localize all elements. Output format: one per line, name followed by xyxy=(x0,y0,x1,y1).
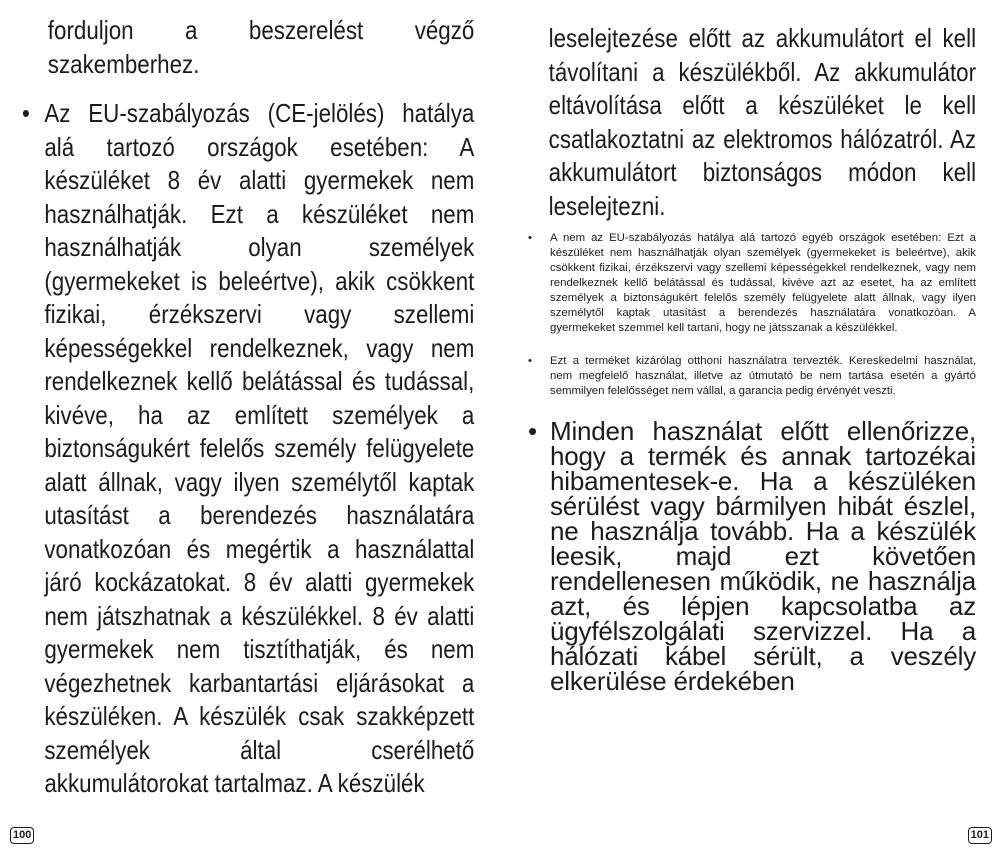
small-bullet-list xyxy=(528,231,976,399)
large-bullet-text: Minden használat előtt ellenőrizze, hogy a termék és annak tartozékai hibamentesek-e. Ha a készüléken sérülést vagy bármilyen hibát észlel, ne használja tovább. Ha a készülék leesik, majd ezt követően rendellenesen működik, ne használja azt, és lépjen kapcsolatba az ügyfélszolgálati szervizzel. Ha a hálózati kábel sérült, a veszély elkerülése érdekében xyxy=(550,416,976,696)
small-bullet-text: Ezt a terméket kizárólag otthoni használatra tervezték. Kereskedelmi használat, nem megfelelő használat, illetve az útmutató be nem tartása esetén a gyártó semmilyen felelősséget nem vállal, a garancia pedig érvényét veszti. xyxy=(550,355,976,397)
page-number-right: 101 xyxy=(968,827,992,844)
right-intro-text: leselejtezése előtt az akkumulátort el kell távolítani a készülékből. Az akkumulátor eltávolítása előtt a készüléket le kell csatlakoztatni az elektromos hálózatról. Az akkumulátort biztonságos módon kell leselejtezni. xyxy=(548,23,977,221)
left-page xyxy=(22,0,474,801)
bullet-icon: • xyxy=(528,232,532,244)
left-bullet-text: Az EU-szabályozás (CE-jelölés) hatálya alá tartozó országok esetében: A készüléket 8 év alatti gyermekek nem használhatják. Ezt a készüléket nem használhatják olyan személyek (gyermekeket is beleértve), akik csökkent fizikai, érzékszervi vagy szellemi képességekkel rendelkeznek, vagy nem rendelkeznek kellő belátással és tudással, kivéve, ha az említett személyek a biztonságukért felelős személy felügyelete alatt állnak, vagy ilyen személytől kaptak utasítást a berendezés használatára vonatkozóan és megértik a használattal járó kockázatokat. 8 év alatti gyermekek nem játszhatnak a készülékkel. 8 év alatti gyermekek nem tisztíthatják, és nem végezhetnek karbantartási eljárásokat a készüléken. A készülék csak szakképzett személyek által cserélhető akkumulátorokat tartalmaz. A készülék xyxy=(44,98,475,798)
list-item xyxy=(528,231,976,336)
bullet-icon: • xyxy=(528,355,532,367)
small-bullet-text: A nem az EU-szabályozás hatálya alá tartozó egyéb országok esetében: Ezt a készüléket nem használhatják olyan személyek (gyermekeket is beleértve), akik csökkent fizikai, érzékszervi vagy szellemi képességekkel rendelkeznek, vagy nem rendelkeznek kellő belátással és tudással, kivéve azt az esetet, ha az említett személyek a biztonságukért felelős személy felügyelete alatt állnak, vagy ilyen személytől kaptak utasítást a berendezés használatára vonatkozóan. A gyermekeket szemmel kell tartani, hogy ne játsszanak a készülékkel. xyxy=(550,232,976,334)
page-number-left: 100 xyxy=(10,827,34,844)
list-item xyxy=(528,416,976,696)
left-page-body xyxy=(22,14,474,801)
list-item xyxy=(22,97,474,801)
right-page xyxy=(528,0,976,694)
left-intro-text: forduljon a beszerelést végző szakemberhez. xyxy=(47,15,475,79)
right-intro-block xyxy=(528,22,976,223)
bullet-icon: • xyxy=(528,416,537,446)
list-item xyxy=(528,354,976,399)
bullet-icon: • xyxy=(22,98,30,128)
